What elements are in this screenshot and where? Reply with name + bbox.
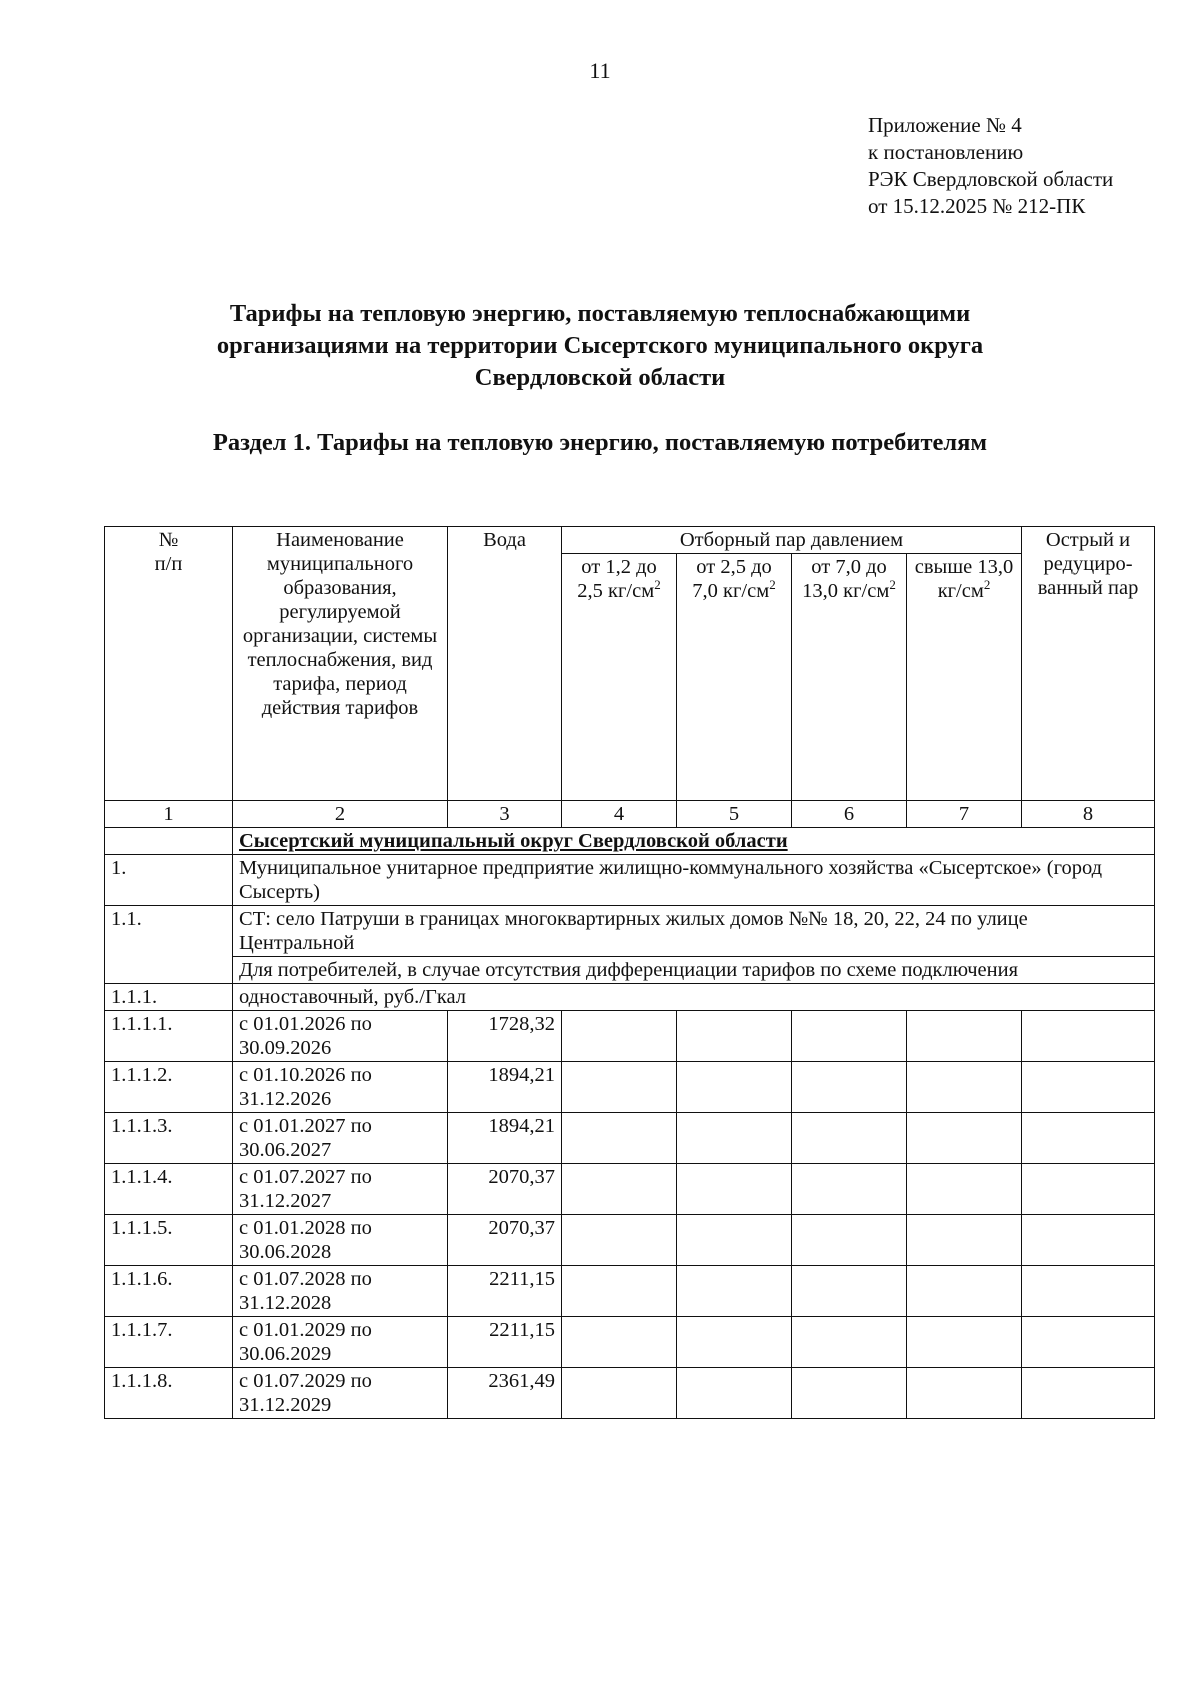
empty-cell xyxy=(792,1317,907,1368)
row-number: 1.1.1.7. xyxy=(105,1317,233,1368)
empty-cell xyxy=(907,1317,1022,1368)
row-number: 1.1.1.3. xyxy=(105,1113,233,1164)
empty-cell xyxy=(562,1164,677,1215)
district-row xyxy=(105,828,1155,855)
water-tariff: 2211,15 xyxy=(448,1266,562,1317)
title-line: организациями на территории Сысертского муниципального округа xyxy=(216,332,984,359)
water-tariff: 2070,37 xyxy=(448,1164,562,1215)
empty-cell xyxy=(562,1317,677,1368)
tariff-type: одноставочный, руб./Гкал xyxy=(233,984,1155,1011)
appendix-line: от 15.12.2025 № 212-ПК xyxy=(868,194,1086,218)
organization-number: 1. xyxy=(105,855,233,906)
row-number: 1.1.1.6. xyxy=(105,1266,233,1317)
empty-cell xyxy=(562,1266,677,1317)
empty-cell xyxy=(677,1317,792,1368)
column-number: 7 xyxy=(907,801,1022,828)
empty-cell xyxy=(677,1113,792,1164)
header-num: № п/п xyxy=(105,527,233,801)
rate-rows xyxy=(105,1011,1155,1419)
consumers-row xyxy=(105,957,1155,984)
column-number: 4 xyxy=(562,801,677,828)
column-number: 2 xyxy=(233,801,448,828)
appendix-line: РЭК Свердловской области xyxy=(868,167,1114,191)
empty-cell xyxy=(562,1062,677,1113)
row-number: 1.1.1.1. xyxy=(105,1011,233,1062)
empty-cell xyxy=(907,1368,1022,1419)
empty-cell xyxy=(562,1011,677,1062)
appendix-line: Приложение № 4 xyxy=(868,113,1022,137)
tariff-type-row xyxy=(105,984,1155,1011)
empty-cell xyxy=(907,1062,1022,1113)
empty-cell xyxy=(677,1368,792,1419)
empty-cell xyxy=(792,1062,907,1113)
consumers-text: Для потребителей, в случае отсутствия дифференциации тарифов по схеме подключения xyxy=(233,957,1155,984)
empty-cell xyxy=(562,1368,677,1419)
empty-cell xyxy=(907,1266,1022,1317)
empty-cell xyxy=(792,1266,907,1317)
empty-cell xyxy=(1022,1266,1155,1317)
empty-cell xyxy=(1022,1317,1155,1368)
period: с 01.07.2027 по 31.12.2027 xyxy=(233,1164,448,1215)
empty-cell xyxy=(677,1164,792,1215)
header-steam-1: от 1,2 до 2,5 $кг/см^2$ xyxy=(562,554,677,801)
period: с 01.01.2028 по 30.06.2028 xyxy=(233,1215,448,1266)
empty-cell xyxy=(562,1113,677,1164)
header-water: Вода xyxy=(448,527,562,801)
row-number: 1.1.1.2. xyxy=(105,1062,233,1113)
appendix-reference xyxy=(868,112,1113,220)
header-name: Наименование муниципального образования, регулируемой организации, системы теплоснабжения, вид тарифа, период действия тарифов xyxy=(233,527,448,801)
title-line: Свердловской области xyxy=(474,364,726,391)
water-tariff: 1728,32 xyxy=(448,1011,562,1062)
organization-row xyxy=(105,855,1155,906)
empty-cell xyxy=(907,1113,1022,1164)
title-line: Тарифы на тепловую энергию, поставляемую теплоснабжающими xyxy=(229,300,971,327)
period: с 01.01.2029 по 30.06.2029 xyxy=(233,1317,448,1368)
column-number: 8 xyxy=(1022,801,1155,828)
table-row xyxy=(105,1368,1155,1419)
empty-cell xyxy=(1022,1164,1155,1215)
empty-cell xyxy=(677,1215,792,1266)
organization-name: Муниципальное унитарное предприятие жилищно-коммунального хозяйства «Сысертское» (город Сысерть) xyxy=(233,855,1155,906)
header-steam-4: свыше 13,0 $кг/см^2$ xyxy=(907,554,1022,801)
water-tariff: 2070,37 xyxy=(448,1215,562,1266)
table-row xyxy=(105,1011,1155,1062)
column-number: 3 xyxy=(448,801,562,828)
header-row xyxy=(105,527,1155,554)
water-tariff: 2211,15 xyxy=(448,1317,562,1368)
empty-cell xyxy=(677,1062,792,1113)
appendix-line: к постановлению xyxy=(868,140,1024,164)
period: с 01.01.2027 по 30.06.2027 xyxy=(233,1113,448,1164)
table-row xyxy=(105,1062,1155,1113)
empty-cell xyxy=(907,1011,1022,1062)
empty-cell xyxy=(792,1011,907,1062)
empty-cell xyxy=(907,1164,1022,1215)
table-row xyxy=(105,1164,1155,1215)
table-row xyxy=(105,1317,1155,1368)
table-row xyxy=(105,1266,1155,1317)
column-number-row xyxy=(105,801,1155,828)
empty-cell xyxy=(792,1215,907,1266)
water-tariff: 1894,21 xyxy=(448,1113,562,1164)
empty-cell xyxy=(1022,1011,1155,1062)
header-sharp-steam: Острый и редуциро-ванный пар xyxy=(1022,527,1155,801)
column-number: 5 xyxy=(677,801,792,828)
system-row xyxy=(105,906,1155,957)
tariff-table xyxy=(104,526,1155,1419)
empty-cell xyxy=(1022,1113,1155,1164)
system-number: 1.1. xyxy=(105,906,233,984)
page-number: 11 xyxy=(589,58,611,83)
empty-cell xyxy=(1022,1368,1155,1419)
water-tariff: 1894,21 xyxy=(448,1062,562,1113)
empty-cell xyxy=(792,1164,907,1215)
row-number: 1.1.1.4. xyxy=(105,1164,233,1215)
header-steam-group: Отборный пар давлением xyxy=(562,527,1022,554)
system-name: СТ: село Патруши в границах многоквартирных жилых домов №№ 18, 20, 22, 24 по улице Центральной xyxy=(233,906,1155,957)
row-number: 1.1.1.5. xyxy=(105,1215,233,1266)
empty-cell xyxy=(907,1215,1022,1266)
header-steam-3: от 7,0 до 13,0 $кг/см^2$ xyxy=(792,554,907,801)
period: с 01.01.2026 по 30.09.2026 xyxy=(233,1011,448,1062)
period: с 01.07.2029 по 31.12.2029 xyxy=(233,1368,448,1419)
column-number: 1 xyxy=(105,801,233,828)
table-row xyxy=(105,1215,1155,1266)
document-title xyxy=(100,298,1100,394)
column-number: 6 xyxy=(792,801,907,828)
header-steam-2: от 2,5 до 7,0 $кг/см^2$ xyxy=(677,554,792,801)
empty-cell xyxy=(792,1113,907,1164)
section-title: Раздел 1. Тарифы на тепловую энергию, поставляемую потребителям xyxy=(212,429,988,456)
empty-cell xyxy=(1022,1215,1155,1266)
empty-cell xyxy=(677,1011,792,1062)
empty-cell xyxy=(562,1215,677,1266)
period: с 01.10.2026 по 31.12.2026 xyxy=(233,1062,448,1113)
empty-cell xyxy=(792,1368,907,1419)
row-number: 1.1.1.8. xyxy=(105,1368,233,1419)
empty-cell xyxy=(105,828,233,855)
empty-cell xyxy=(677,1266,792,1317)
tariff-type-number: 1.1.1. xyxy=(105,984,233,1011)
district-name: Сысертский муниципальный округ Свердловской области xyxy=(233,828,1155,855)
period: с 01.07.2028 по 31.12.2028 xyxy=(233,1266,448,1317)
table-row xyxy=(105,1113,1155,1164)
empty-cell xyxy=(1022,1062,1155,1113)
water-tariff: 2361,49 xyxy=(448,1368,562,1419)
